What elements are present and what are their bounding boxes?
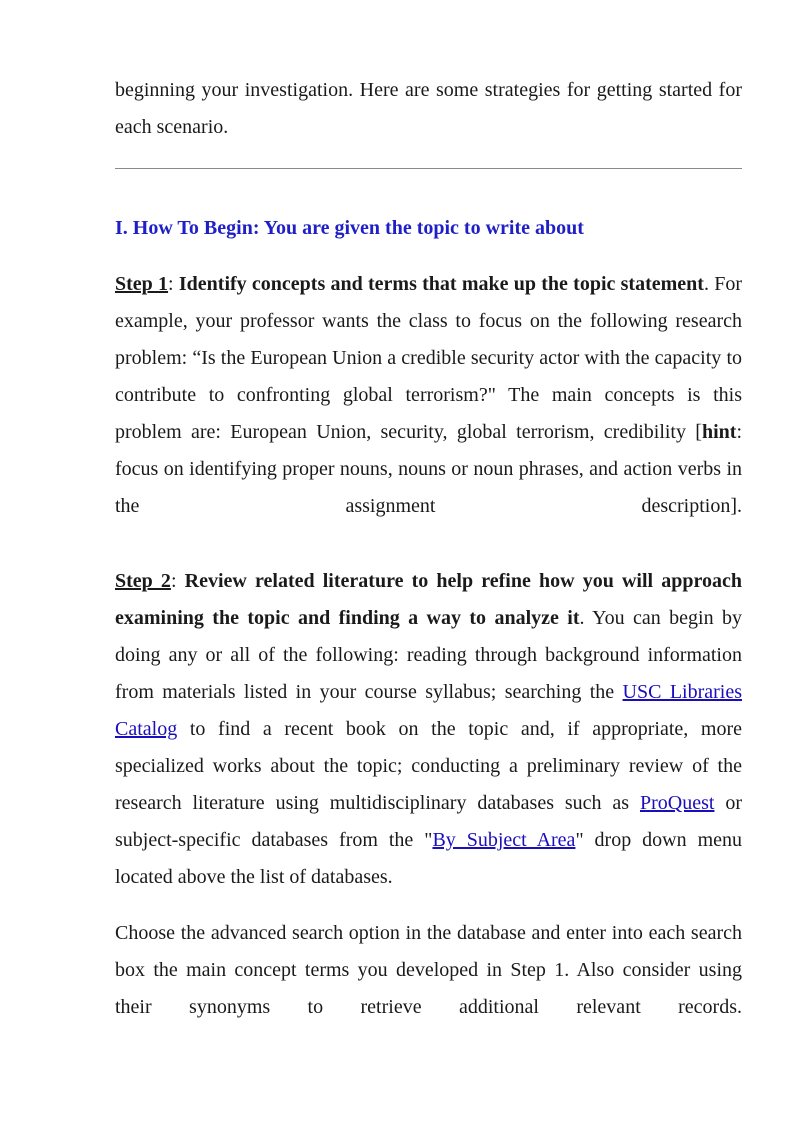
step1-separator: : xyxy=(168,273,174,295)
by-subject-area-link[interactable]: By Subject Area xyxy=(432,829,576,851)
step2-text-a: . You can begin by doing any or all of the following: reading through background information from materials listed in your course syllabus; searching the xyxy=(115,607,742,703)
advanced-search-paragraph xyxy=(115,915,742,1026)
usc-libraries-catalog-link[interactable]: USC Libraries Catalog xyxy=(115,681,743,740)
step1-label: Step 1 xyxy=(115,273,169,295)
step1-bold-text: Identify concepts and terms that make up the topic statement xyxy=(178,273,704,295)
step2-text-d: " drop down menu located above the list of databases. xyxy=(115,829,743,888)
step1-text-b: : focus on identifying proper nouns, nouns or noun phrases, and action verbs in the assignment description]. xyxy=(115,421,742,517)
step1-paragraph xyxy=(115,266,742,525)
proquest-link[interactable]: ProQuest xyxy=(639,792,715,814)
step2-paragraph xyxy=(115,563,742,896)
step1-text-a: . For example, your professor wants the class to focus on the following research problem: “Is the European Union a credible security actor with the capacity to contribute to confronting global terrorism?" The main concepts is this problem are: European Union, security, global terrorism, credibility [ xyxy=(115,273,742,443)
step2-text-c: or subject-specific databases from the " xyxy=(115,792,742,851)
advanced-search-text: Choose the advanced search option in the database and enter into each search box the main concept terms you developed in Step 1. Also consider using their synonyms to retrieve additional relevant records. xyxy=(115,922,742,1018)
step2-bold-text: Review related literature to help refine how you will approach examining the topic and finding a way to analyze it xyxy=(115,570,742,629)
intro-text: beginning your investigation. Here are some strategies for getting started for each scenario. xyxy=(115,79,742,138)
section-heading: I. How To Begin: You are given the topic to write about xyxy=(115,217,584,239)
step2-label: Step 2 xyxy=(115,570,171,592)
step2-text-b: to find a recent book on the topic and, if appropriate, more specialized works about the topic; conducting a preliminary review of the research literature using multidisciplinary databases such as xyxy=(115,718,742,814)
intro-paragraph xyxy=(115,72,742,146)
step2-separator: : xyxy=(170,570,177,592)
step1-hint-label: hint xyxy=(701,421,737,443)
horizontal-divider xyxy=(115,168,742,169)
